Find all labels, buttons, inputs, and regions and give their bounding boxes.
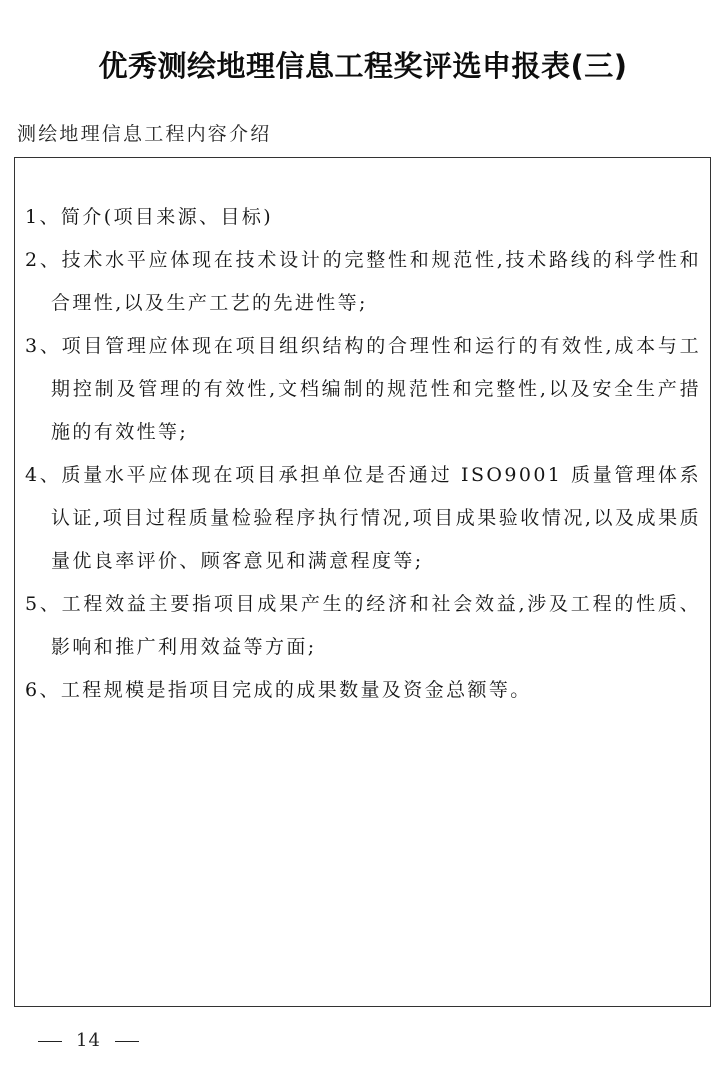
content-item-quality-level: 4、质量水平应体现在项目承担单位是否通过 ISO9001 质量管理体系认证,项目过程质量检验程序执行情况,项目成果验收情况,以及成果质量优良率评价、顾客意见和满意程度等; <box>25 464 701 572</box>
content-item-list <box>25 196 701 712</box>
page-footer <box>38 1027 139 1055</box>
page-title: 优秀测绘地理信息工程奖评选申报表(三) <box>98 49 628 83</box>
content-item-engineering-benefit: 5、工程效益主要指项目成果产生的经济和社会效益,涉及工程的性质、影响和推广利用效益等方面; <box>25 593 701 658</box>
content-box <box>14 157 711 1007</box>
page-number: 14 <box>76 1030 101 1051</box>
content-item-engineering-scale: 6、工程规模是指项目完成的成果数量及资金总额等。 <box>25 679 532 701</box>
footer-dash-left <box>38 1041 62 1042</box>
content-item-project-management: 3、项目管理应体现在项目组织结构的合理性和运行的有效性,成本与工期控制及管理的有效性,文档编制的规范性和完整性,以及安全生产措施的有效性等; <box>25 335 701 443</box>
footer-dash-right <box>115 1041 139 1042</box>
content-item-intro: 1、简介(项目来源、目标) <box>25 206 274 228</box>
content-item-technical-level: 2、技术水平应体现在技术设计的完整性和规范性,技术路线的科学性和合理性,以及生产工艺的先进性等; <box>25 249 701 314</box>
section-label: 测绘地理信息工程内容介绍 <box>17 123 272 145</box>
